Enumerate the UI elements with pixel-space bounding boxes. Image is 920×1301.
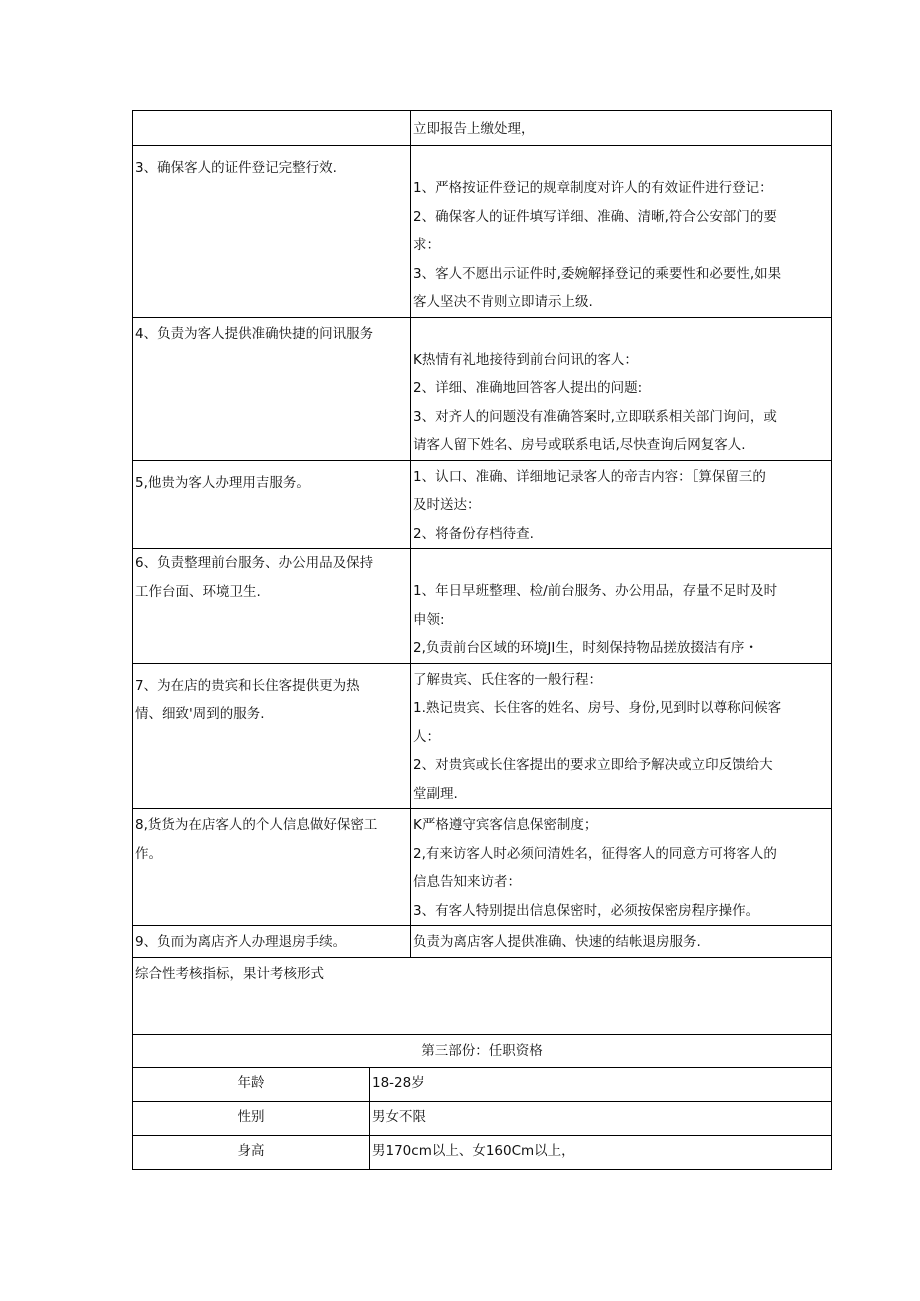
duty-cell [133, 663, 411, 809]
job-description-document [132, 110, 831, 1170]
standard-line: 1、认口、准确、详细地记录客人的帝吉内容：［算保留三的 [413, 468, 766, 485]
standard-cell [411, 460, 832, 549]
standard-line: K热情有礼地接待到前台问讯的客人： [413, 351, 638, 368]
standard-line: 立即报告上缴处理， [413, 121, 535, 137]
section-title: 第三部份：任职资格 [133, 1034, 832, 1067]
standard-line: 2、详细、准确地回答客人提出的问题: [413, 380, 643, 396]
standard-line: 2、将备份存档待查. [413, 525, 534, 542]
standard-line: 客人坚决不肯则立即请示上级. [413, 294, 593, 310]
standard-cell [411, 809, 832, 926]
duty-text: 5,他贵为客人办理用吉服务。 [135, 474, 310, 491]
standard-line: 1、年日早班整理、检/前台服务、办公用品，存量不足时及时 [413, 583, 778, 599]
table-row [133, 1135, 832, 1169]
table-row [133, 663, 832, 809]
standard-cell [411, 663, 832, 809]
duty-cell [133, 809, 411, 926]
duty-cell [133, 460, 411, 549]
qualification-value: 18-28岁 [370, 1067, 832, 1101]
table-row [133, 926, 832, 958]
standard-cell [411, 317, 832, 460]
standard-line: 求： [413, 237, 440, 253]
table-row [133, 1101, 832, 1135]
qualification-label: 性别 [133, 1101, 370, 1135]
duty-text: 情、细致'周到的服务. [135, 706, 265, 722]
duty-text: 6、负责整理前台服务、办公用品及保持 [135, 555, 374, 571]
standard-line: 负责为离店客人提供准确、快速的结帐退房服务. [413, 934, 701, 950]
standard-line: 3、客人不愿出示证件时,委婉解择登记的乘要性和必要性,如果 [413, 265, 782, 282]
summary-text: 综合性考核指标，果计考核形式 [135, 965, 324, 982]
standard-cell [411, 926, 832, 958]
standard-line: 2,负责前台区域的环境JI生，时刻保持物品搓放掇洁有序・ [413, 640, 758, 656]
table-row [133, 317, 832, 460]
qualification-label: 年龄 [133, 1067, 370, 1101]
qualification-value: 男170cm以上、女160Cm以上， [370, 1135, 832, 1169]
qualification-label: 身高 [133, 1135, 370, 1169]
standard-line: 了解贵宾、氏住客的一般行程： [413, 671, 602, 688]
standard-line: 人： [413, 728, 440, 745]
duty-text: 作。 [135, 845, 162, 862]
standard-line: 2,有来访客人时必须问清姓名，征得客人的同意方可将客人的 [413, 845, 777, 862]
duty-text: 工作台面、环境卫生. [135, 583, 261, 600]
duties-table [132, 110, 832, 1068]
standard-line: 3、对齐人的问题没有准确答案时,立即联系相关部门询问，或 [413, 408, 777, 425]
standard-line: 1、严格按证件登记的规章制度对许人的有效证件进行登记： [413, 180, 773, 196]
duty-cell [133, 317, 411, 460]
qualification-value: 男女不限 [370, 1101, 832, 1135]
table-row [133, 460, 832, 549]
standard-line: 3、有客人特别提出信息保密时，必须按保密房程序操作。 [413, 902, 760, 919]
standard-line: 请客人留下姓名、房号或联系电话,尽快查询后网复客人. [413, 437, 746, 453]
standard-line: 1.熟记贵宾、长住客的姓名、房号、身份,见到时以尊称问候客 [413, 700, 782, 716]
standard-line: K严格遵守宾客信息保密制度； [413, 817, 598, 833]
table-row [133, 549, 832, 664]
standard-line: 2、对贵宾或长住客提出的要求立即给予解决或立印反馈给大 [413, 757, 773, 773]
duty-text: 7、为在店的贵宾和长住客提供更为热 [135, 677, 360, 694]
duty-text: 3、确保客人的证件登记完整行效. [135, 160, 337, 176]
table-row [133, 809, 832, 926]
standard-line: 信息告知来访者： [413, 874, 521, 890]
standard-line: 2、确保客人的证件填写详细、准确、清晰,符合公安部门的要 [413, 208, 777, 225]
standard-cell [411, 111, 832, 146]
qualifications-table [132, 1067, 832, 1170]
table-row [133, 146, 832, 318]
duty-text: 8,货货为在店客人的个人信息做好保密工 [135, 817, 378, 833]
duty-text: 4、负责为客人提供准确快捷的问讯服务 [135, 325, 374, 342]
standard-cell [411, 146, 832, 318]
standard-line: 及时送达： [413, 497, 481, 513]
summary-cell [133, 957, 832, 1034]
table-row [133, 111, 832, 146]
table-row [133, 1034, 832, 1067]
standard-line: 堂副理. [413, 785, 458, 802]
duty-cell [133, 146, 411, 318]
duty-cell [133, 111, 411, 146]
table-row [133, 1067, 832, 1101]
duty-cell [133, 926, 411, 958]
table-row [133, 957, 832, 1034]
standard-cell [411, 549, 832, 664]
duty-text: 9、负而为离店齐人办理退房手续。 [135, 934, 347, 950]
duty-cell [133, 549, 411, 664]
standard-line: 申领: [413, 611, 445, 628]
